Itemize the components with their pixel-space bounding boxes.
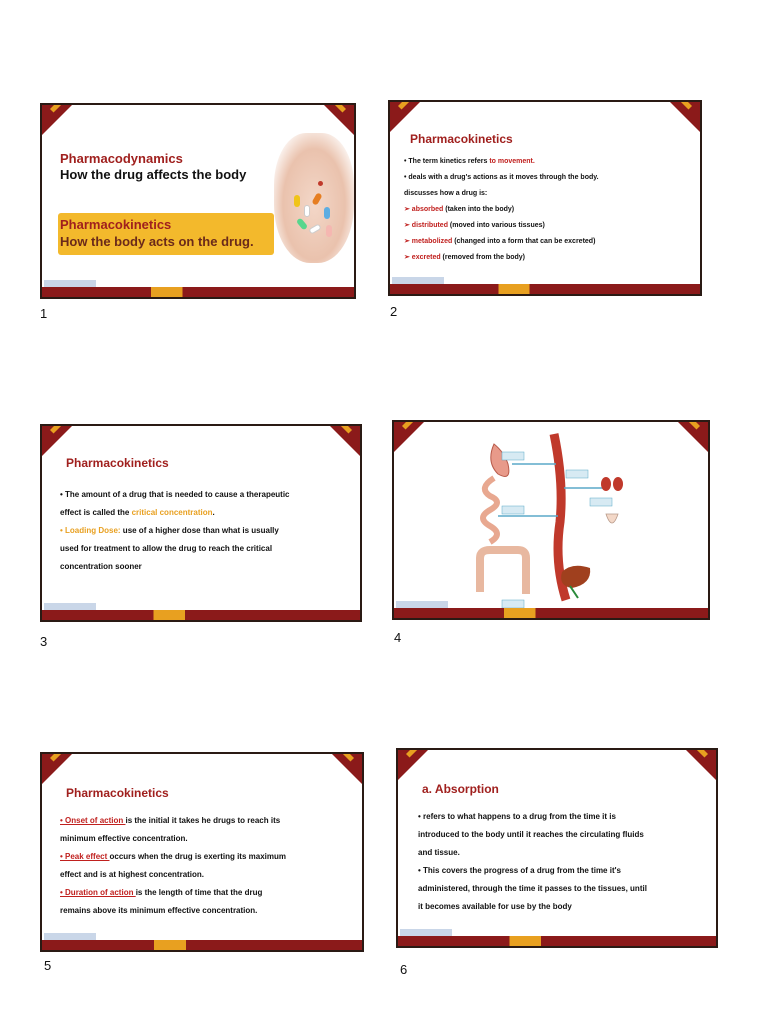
- footer-tag: [400, 929, 452, 936]
- slide-2: [388, 100, 702, 296]
- bullet-line: ➢ absorbed (taken into the body): [404, 206, 515, 213]
- slide-number: 3: [40, 634, 48, 649]
- slide-title: Pharmacokinetics: [66, 786, 169, 800]
- corner-decoration: [390, 102, 420, 132]
- bullet-line: • Onset of action is the initial it takes he drugs to reach its: [60, 816, 281, 825]
- bullet-line: effect is called the critical concentration.: [60, 508, 215, 517]
- bullet-line: minimum effective concentration.: [60, 834, 188, 843]
- pharmacokinetics-heading: Pharmacokinetics: [60, 217, 172, 232]
- bullet-line: ➢ excreted (removed from the body): [404, 254, 526, 261]
- bullet-line: • Duration of action is the length of time that the drug: [60, 888, 263, 897]
- slide-footer: [398, 936, 716, 946]
- bullet-line: and tissue.: [418, 848, 460, 857]
- pharmacokinetics-subheading: How the body acts on the drug.: [60, 234, 254, 249]
- bullet-line: • refers to what happens to a drug from the time it is: [418, 812, 616, 821]
- bullet-line: administered, through the time it passes to the tissues, until: [418, 884, 647, 893]
- bullet-line: • deals with a drug's actions as it moves through the body.: [404, 174, 599, 181]
- slide-number: 2: [390, 304, 398, 319]
- bullet-line: ➢ distributed (moved into various tissues): [404, 222, 545, 229]
- footer-tag: [44, 933, 96, 940]
- footer-tag: [44, 603, 96, 610]
- bullet-line: concentration sooner: [60, 562, 142, 571]
- slide-number: 1: [40, 306, 48, 321]
- slide-number: 6: [400, 962, 408, 977]
- slide-content: [418, 808, 708, 916]
- bullet-line: effect and is at highest concentration.: [60, 870, 205, 879]
- slide-title: Pharmacokinetics: [410, 132, 513, 146]
- bullet-line: ➢ metabolized (changed into a form that can be excreted): [404, 238, 596, 245]
- slide-title: Pharmacokinetics: [66, 456, 169, 470]
- footer-tag: [392, 277, 444, 284]
- bullet-line: introduced to the body until it reaches the circulating fluids: [418, 830, 644, 839]
- liver-shape: [561, 566, 590, 588]
- slide-1: [40, 103, 356, 299]
- bullet-line: discusses how a drug is:: [404, 190, 488, 197]
- corner-decoration: [42, 426, 72, 456]
- bullet-line: used for treatment to allow the drug to reach the critical: [60, 544, 273, 553]
- bullet-line: • This covers the progress of a drug from the time it's: [418, 866, 621, 875]
- bullet-line: • The term kinetics refers to movement.: [404, 158, 535, 165]
- footer-tag: [396, 601, 448, 608]
- slide-title: a. Absorption: [422, 782, 499, 796]
- slide-footer: [394, 608, 708, 618]
- slide-3: [40, 424, 362, 622]
- slide-6: [396, 748, 718, 948]
- slide-content: [60, 486, 350, 576]
- corner-decoration: [398, 750, 428, 780]
- slide-footer: [42, 287, 354, 297]
- bullet-line: • Peak effect occurs when the drug is exerting its maximum: [60, 852, 286, 861]
- slide-4: [392, 420, 710, 620]
- kidney-shape: [601, 477, 611, 491]
- slide-number: 4: [394, 630, 402, 645]
- pharmacodynamics-heading: Pharmacodynamics: [60, 151, 183, 166]
- bullet-line: it becomes available for use by the body: [418, 902, 572, 911]
- slide-5: [40, 752, 364, 952]
- digestive-system-diagram: [394, 422, 710, 620]
- large-intestine-shape: [480, 550, 526, 594]
- slide-footer: [390, 284, 700, 294]
- hand-with-pills-image: [274, 133, 354, 263]
- small-intestine-shape: [483, 478, 497, 542]
- bullet-line: remains above its minimum effective concentration.: [60, 906, 258, 915]
- bullet-line: • The amount of a drug that is needed to cause a therapeutic: [60, 490, 290, 499]
- slide-content: [60, 812, 354, 920]
- slide-content: [404, 154, 692, 266]
- slide-footer: [42, 940, 362, 950]
- corner-decoration: [42, 754, 72, 784]
- slide-number: 5: [44, 958, 52, 973]
- corner-decoration: [42, 105, 72, 135]
- pharmacodynamics-subheading: How the drug affects the body: [60, 167, 247, 182]
- footer-tag: [44, 280, 96, 287]
- bullet-line: • Loading Dose: use of a higher dose than what is usually: [60, 526, 279, 535]
- slide-footer: [42, 610, 360, 620]
- bladder-shape: [606, 514, 618, 523]
